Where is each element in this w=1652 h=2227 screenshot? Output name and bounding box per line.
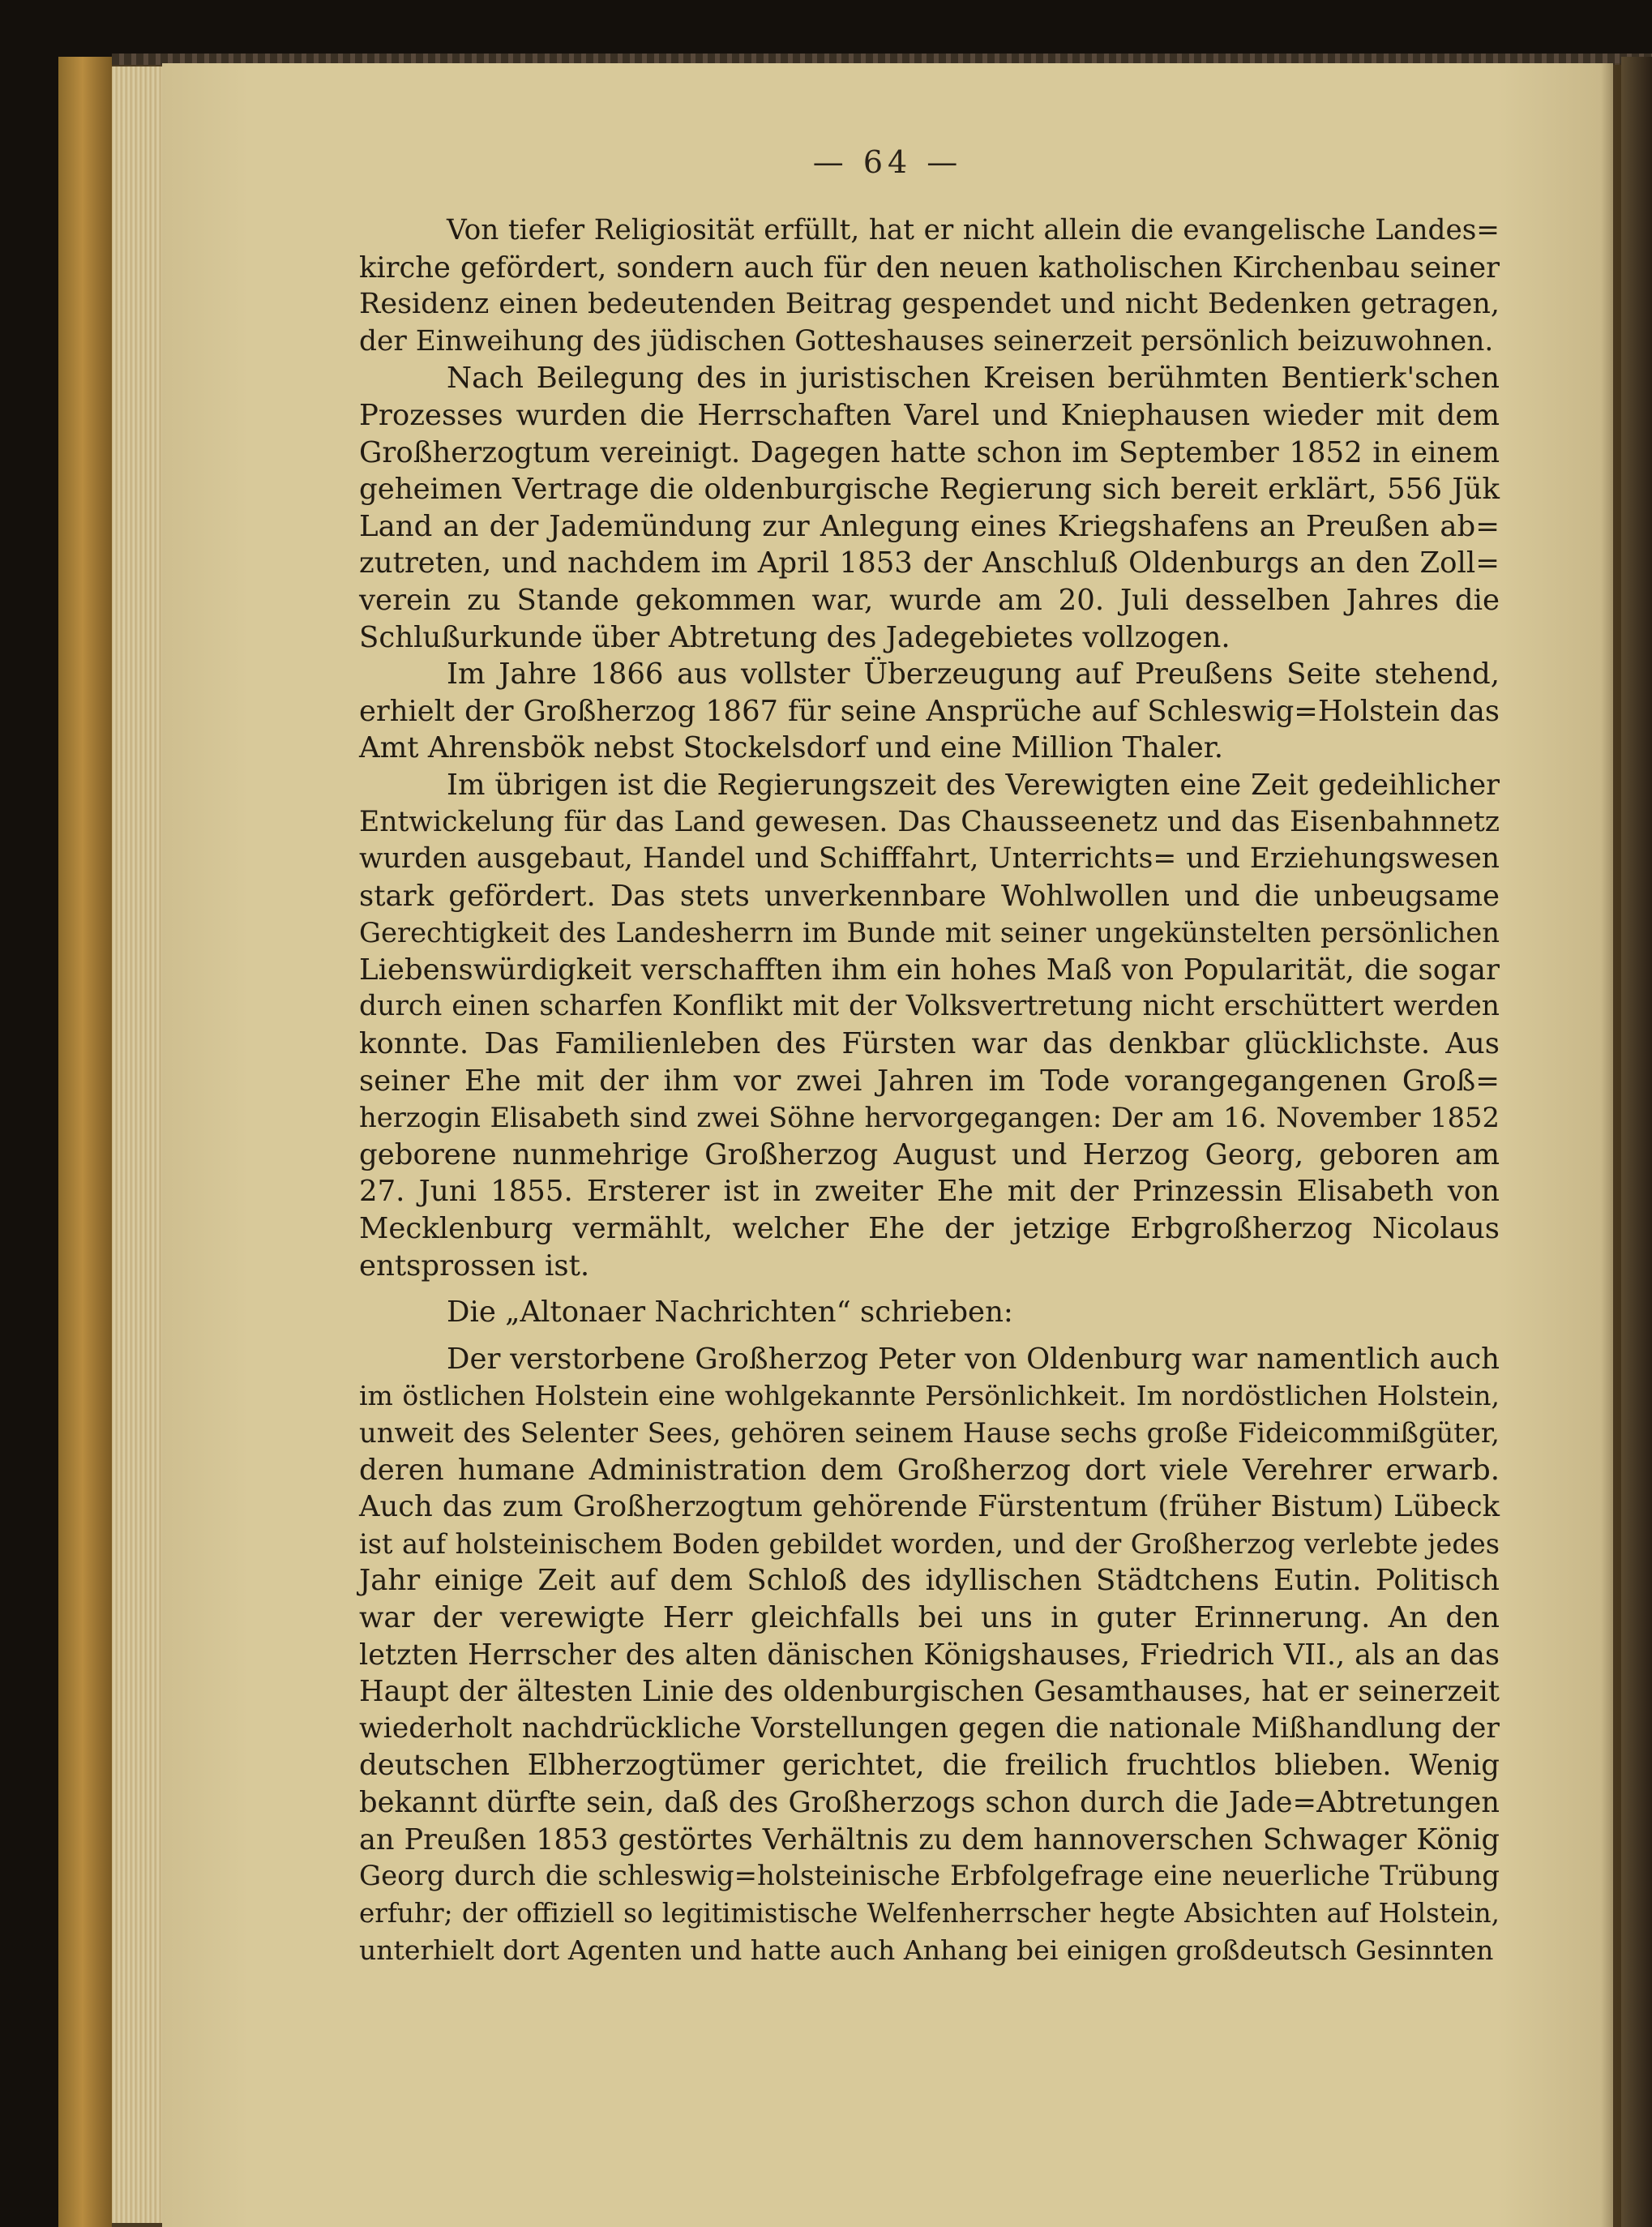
text-line: an Preußen 1853 gestörtes Verhältnis zu dem hannoverschen Schwager König xyxy=(359,1822,1500,1857)
text-line: im östlichen Holstein eine wohlgekannte Persönlichkeit. Im nordöstlichen Holstein, xyxy=(359,1380,1500,1412)
text-line: Prozesses wurden die Herrschaften Varel und Kniephausen wieder mit dem xyxy=(359,398,1500,432)
text-line: entsprossen ist. xyxy=(359,1248,590,1283)
text-line: Entwickelung für das Land gewesen. Das Chausseenetz und das Eisenbahnnetz xyxy=(359,805,1500,838)
text-line: Im Jahre 1866 aus vollster Überzeugung auf Preußens Seite stehend, xyxy=(447,657,1500,692)
text-line: geborene nunmehrige Großherzog August und Herzog Georg, geboren am xyxy=(359,1137,1500,1171)
text-line: Im übrigen ist die Regierungszeit des Verewigten eine Zeit gedeihlicher xyxy=(447,768,1500,802)
text-line: Haupt der ältesten Linie des oldenburgischen Gesamthauses, hat er seinerzeit xyxy=(359,1675,1500,1709)
text-line: Nach Beilegung des in juristischen Kreisen berühmten Bentierk'schen xyxy=(447,362,1500,396)
text-line: bekannt dürfte sein, daß des Großherzogs schon durch die Jade=Abtretungen xyxy=(359,1785,1500,1819)
paragraph xyxy=(359,360,1500,656)
paragraph xyxy=(359,1341,1500,1969)
text-line: Land an der Jademündung zur Anlegung eines Kriegshafens an Preußen ab= xyxy=(359,509,1500,543)
text-line: Georg durch die schleswig=holsteinische Erbfolgefrage eine neuerliche Trübung xyxy=(359,1861,1500,1893)
paragraph xyxy=(359,656,1500,767)
text-line: der Einweihung des jüdischen Gotteshauses seinerzeit persönlich beizuwohnen. xyxy=(359,324,1494,358)
text-line: war der verewigte Herr gleichfalls bei uns in guter Erinnerung. An den xyxy=(359,1600,1500,1634)
right-binding-edge xyxy=(1621,57,1652,2227)
text-line: Amt Ahrensbök nebst Stockelsdorf und eine Million Thaler. xyxy=(359,731,1224,765)
text-line: Auch das zum Großherzogtum gehörende Fürstentum (früher Bistum) Lübeck xyxy=(359,1490,1500,1524)
text-line: seiner Ehe mit der ihm vor zwei Jahren im Tode vorangegangenen Groß= xyxy=(359,1064,1500,1098)
text-line: kirche gefördert, sondern auch für den neuen katholischen Kirchenbau seiner xyxy=(359,251,1500,285)
paragraph xyxy=(359,767,1500,1284)
text-line: Von tiefer Religiosität erfüllt, hat er nicht allein die evangelische Landes= xyxy=(447,214,1500,246)
text-line: unweit des Selenter Sees, gehören seinem Hause sechs große Fideicommißgüter, xyxy=(359,1417,1500,1449)
text-line: durch einen scharfen Konflikt mit der Volksvertretung nicht erschüttert werden xyxy=(359,990,1500,1023)
text-line: deren humane Administration dem Großherzog dort viele Verehrer erwarb. xyxy=(359,1453,1500,1487)
text-line: ist auf holsteinischem Boden gebildet worden, und der Großherzog verlebte jedes xyxy=(359,1527,1500,1560)
text-line: Mecklenburg vermählt, welcher Ehe der jetzige Erbgroßherzog Nicolaus xyxy=(359,1212,1500,1246)
text-line: Gerechtigkeit des Landesherrn im Bunde mit seiner ungekünstelten persönlichen xyxy=(359,917,1500,949)
text-line: erhielt der Großherzog 1867 für seine Ansprüche auf Schleswig=Holstein das xyxy=(359,694,1500,728)
text-line: wurden ausgebaut, Handel und Schifffahrt, Unterrichts= und Erziehungswesen xyxy=(359,842,1500,876)
text-line: unterhielt dort Agenten und hatte auch Anhang bei einigen großdeutsch Gesinnten xyxy=(359,1934,1494,1967)
text-line: herzogin Elisabeth sind zwei Söhne hervorgegangen: Der am 16. November 1852 xyxy=(359,1102,1500,1134)
text-line: deutschen Elbherzogtümer gerichtet, die freilich fruchtlos blieben. Wenig xyxy=(359,1749,1500,1783)
paragraph xyxy=(359,212,1500,360)
text-line: wiederholt nachdrückliche Vorstellungen gegen die nationale Mißhandlung der xyxy=(359,1711,1500,1745)
text-line: letzten Herrscher des alten dänischen Königshauses, Friedrich VII., als an das xyxy=(359,1638,1500,1672)
text-line: verein zu Stande gekommen war, wurde am 20. Juli desselben Jahres die xyxy=(359,583,1500,617)
text-line: Liebenswürdigkeit verschafften ihm ein hohes Maß von Popularität, die sogar xyxy=(359,953,1500,987)
page-number: — 64 — xyxy=(812,144,963,180)
text-line: Großherzogtum vereinigt. Dagegen hatte schon im September 1852 in einem xyxy=(359,435,1500,469)
text-line: Jahr einige Zeit auf dem Schloß des idyllischen Städtchens Eutin. Politisch xyxy=(359,1564,1500,1598)
text-line: konnte. Das Familienleben des Fürsten war das denkbar glücklichste. Aus xyxy=(359,1027,1500,1061)
text-line: geheimen Vertrage die oldenburgische Regierung sich bereit erklärt, 556 Jük xyxy=(359,473,1500,507)
section-heading xyxy=(359,1294,1500,1331)
text-line: Residenz einen bedeutenden Beitrag gespendet und nicht Bedenken getragen, xyxy=(359,288,1500,321)
text-line: stark gefördert. Das stets unverkennbare Wohlwollen und die unbeugsame xyxy=(359,879,1500,913)
text-line: Die „Altonaer Nachrichten“ schrieben: xyxy=(447,1296,1013,1330)
text-line: 27. Juni 1855. Ersterer ist in zweiter Ehe mit der Prinzessin Elisabeth von xyxy=(359,1175,1500,1209)
body-text xyxy=(359,212,1500,1969)
book-cover-edge xyxy=(58,57,112,2227)
page-stack-edges xyxy=(112,66,164,2223)
text-line: zutreten, und nachdem im April 1853 der Anschluß Oldenburgs an den Zoll= xyxy=(359,546,1500,580)
text-line: Schlußurkunde über Abtretung des Jadegebietes vollzogen. xyxy=(359,620,1230,654)
text-line: erfuhr; der offiziell so legitimistische Welfenherrscher hegte Absichten auf Holstein, xyxy=(359,1897,1500,1929)
text-line: Der verstorbene Großherzog Peter von Oldenburg war namentlich auch xyxy=(447,1342,1500,1376)
